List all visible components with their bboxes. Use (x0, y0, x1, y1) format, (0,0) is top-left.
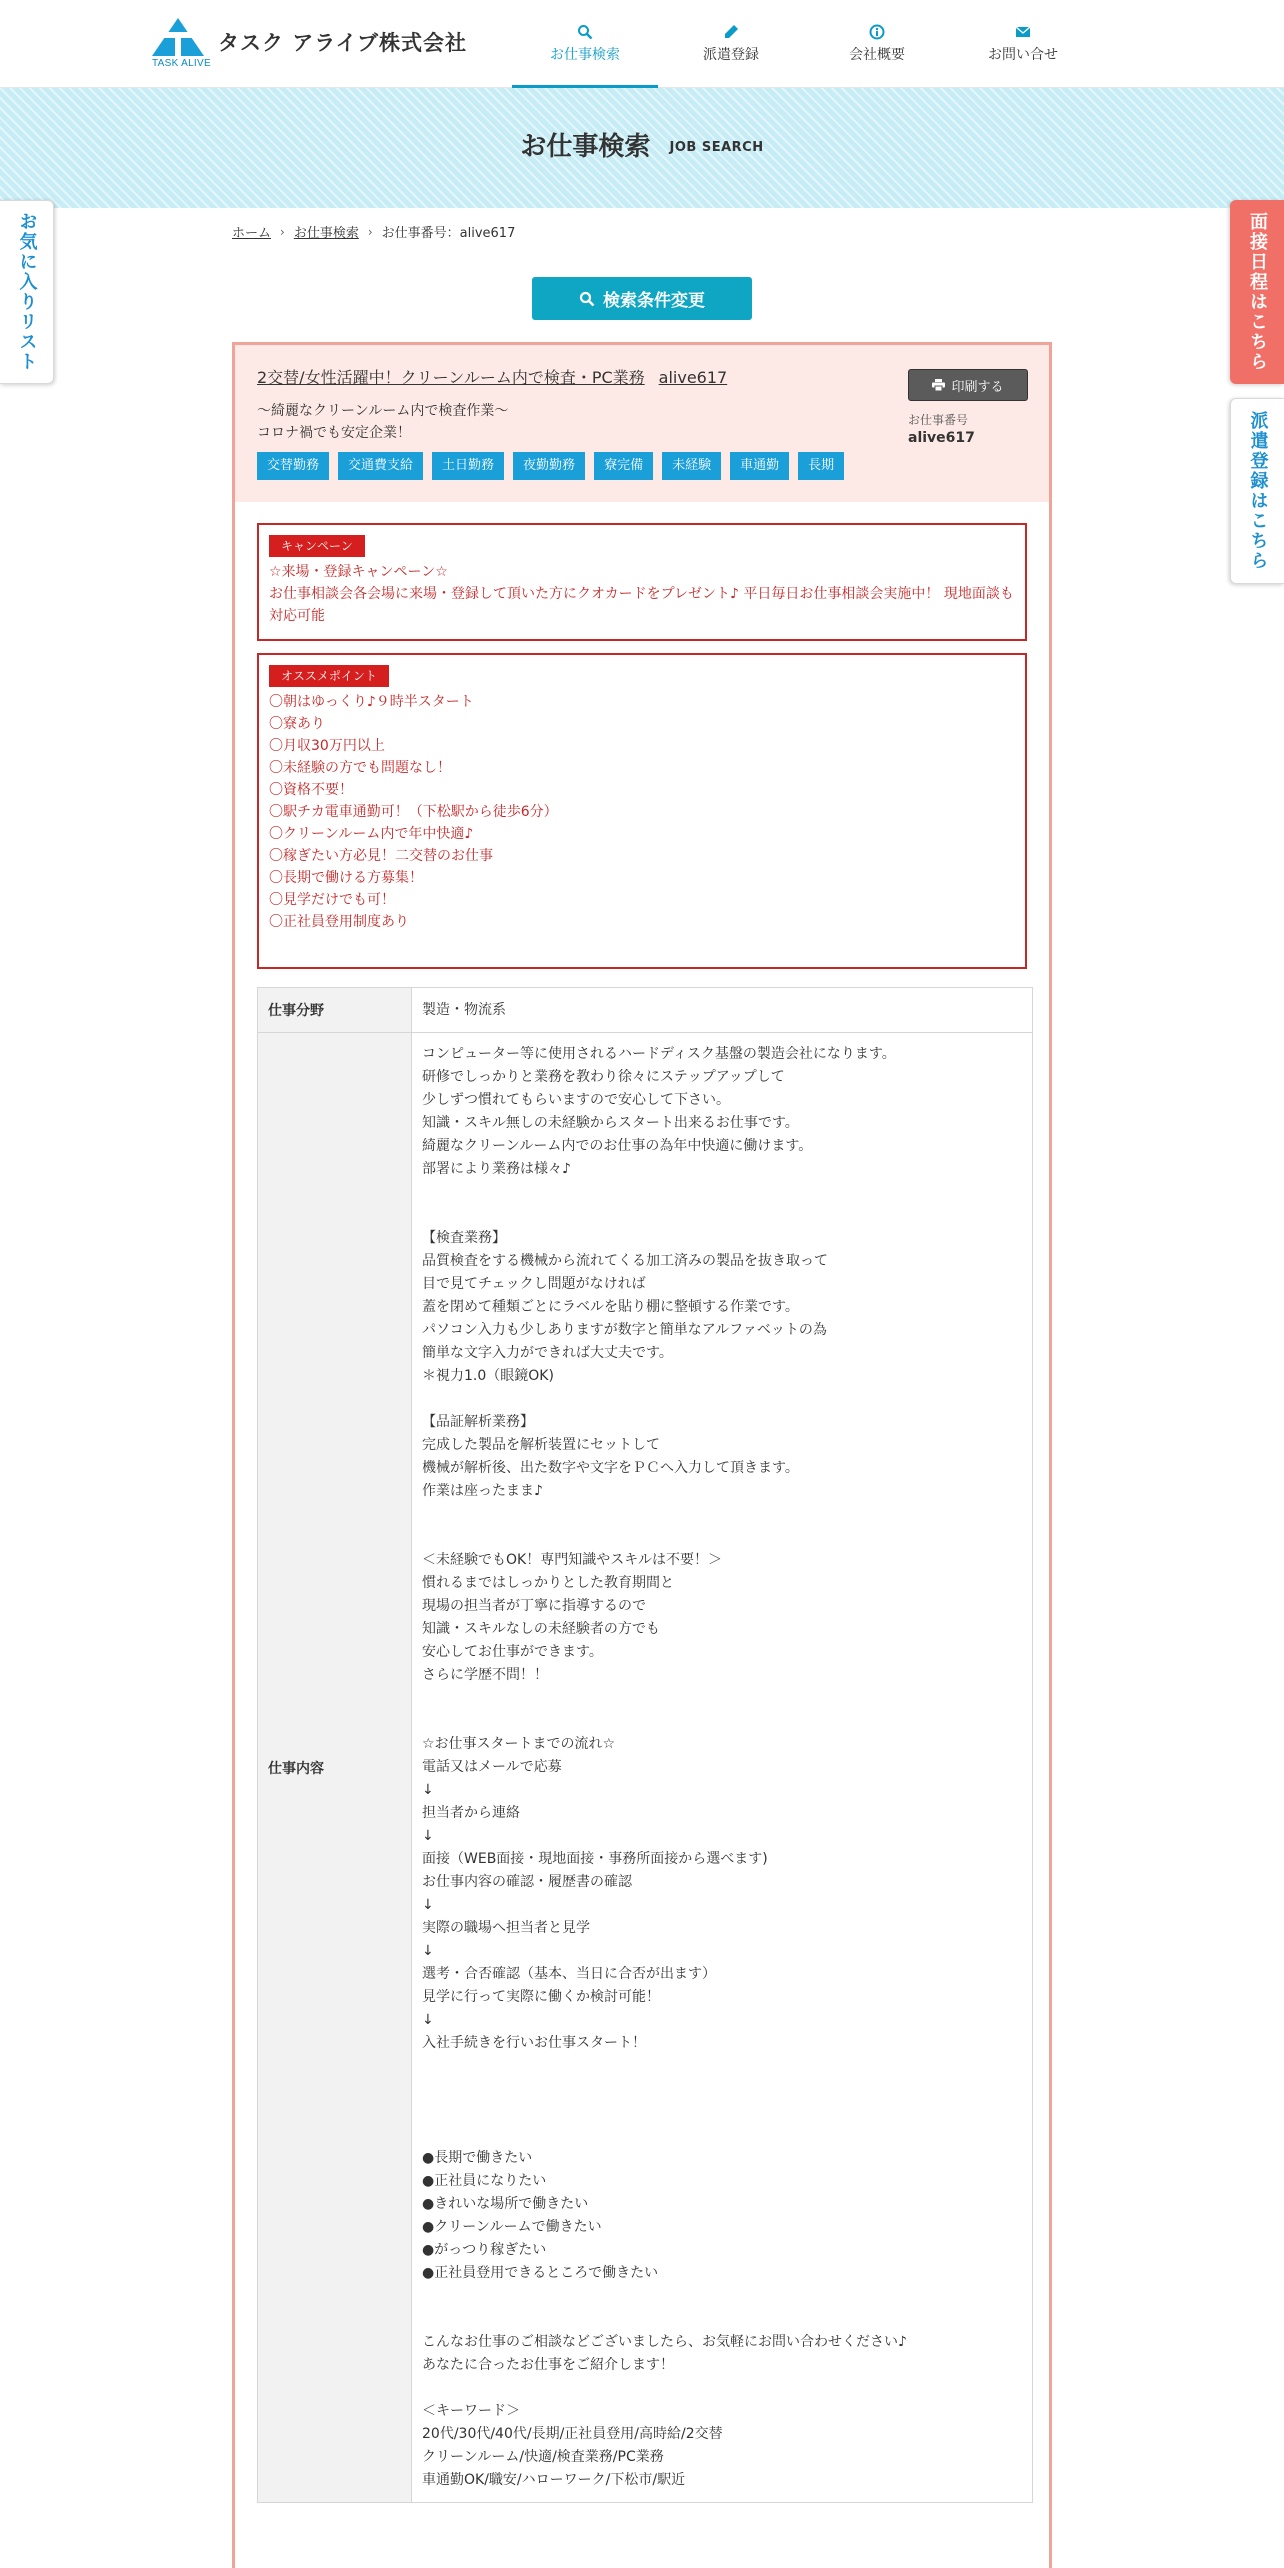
content-line: 研修でしっかりと業務を教わり徐々にステップアップして (422, 1069, 785, 1085)
favorites-tab-label: お気に入りリスト (16, 212, 38, 372)
content-line: 作業は座ったまま♪ (422, 1483, 543, 1499)
nav-contact[interactable] (950, 0, 1096, 88)
logo-subtext: TASK ALIVE (152, 58, 211, 69)
recommend-line: 〇クリーンルーム内で年中快適♪ (269, 826, 474, 842)
content-line: ↓ (422, 1943, 434, 1959)
content-line: さらに学歴不問！！ (422, 1667, 548, 1683)
content-line: あなたに合ったお仕事をご紹介します！ (422, 2357, 674, 2373)
content-line: ↓ (422, 1828, 434, 1844)
content-line: 【検査業務】 (422, 1230, 506, 1246)
content-line: こんなお仕事のご相談などございましたら、お気軽にお問い合わせください♪ (422, 2334, 907, 2350)
content-line: 見学に行って実際に働くか検討可能！ (422, 1989, 660, 2005)
change-search-label: 検索条件変更 (603, 291, 705, 311)
content-line: 慣れるまではしっかりとした教育期間と (422, 1575, 674, 1591)
content-line: 担当者から連絡 (422, 1805, 520, 1821)
content-line: 入社手続きを行いお仕事スタート！ (422, 2035, 646, 2051)
register-tab-label: 派遣登録はこちら (1247, 411, 1269, 571)
table-row (258, 988, 1033, 1033)
content-line (422, 2078, 1022, 2101)
nav-label: 派遣登録 (703, 47, 759, 63)
job-card-header (235, 345, 1049, 502)
content-line (422, 1687, 1022, 1710)
content-line (422, 1526, 1022, 1549)
breadcrumb-search[interactable]: お仕事検索 (293, 226, 359, 241)
campaign-box (257, 523, 1027, 641)
field-label: 仕事分野 (258, 988, 412, 1033)
recommend-line: 〇長期で働ける方募集！ (269, 870, 423, 886)
content-line: 機械が解析後、出た数字や文字をＰＣへ入力して頂きます。 (422, 1460, 799, 1476)
content-line: ＜未経験でもOK！専門知識やスキルは不要！＞ (422, 1552, 723, 1568)
nav-label: お問い合せ (988, 47, 1058, 63)
recommend-line: 〇月収30万円以上 (269, 738, 385, 754)
nav-company[interactable] (804, 0, 950, 88)
job-title-id: alive617 (658, 368, 728, 387)
mail-icon (1015, 24, 1031, 40)
content-line: ●がっつり稼ぎたい (422, 2242, 547, 2258)
content-line: 20代/30代/40代/長期/正社員登用/高時給/2交替 (422, 2426, 723, 2442)
recommend-line: 〇稼ぎたい方必見！二交替のお仕事 (269, 848, 493, 864)
content-line: ●正社員登用できるところで働きたい (422, 2265, 659, 2281)
recommend-line: 〇駅チカ電車通勤可！（下松駅から徒歩6分） (269, 804, 558, 820)
job-tag: 土日勤務 (432, 452, 504, 480)
content-line: 目で見てチェックし問題がなければ (422, 1276, 646, 1292)
company-logo[interactable] (152, 18, 467, 70)
content-line: 簡単な文字入力ができれば大丈夫です。 (422, 1345, 673, 1361)
content-line: 知識・スキルなしの未経験者の方でも (422, 1621, 660, 1637)
content-line: ☆お仕事スタートまでの流れ☆ (422, 1736, 616, 1752)
change-search-button[interactable] (532, 277, 752, 320)
recommend-line: 〇未経験の方でも問題なし！ (269, 760, 451, 776)
search-icon (577, 24, 593, 40)
job-tags (257, 452, 1027, 480)
job-tag: 交通費支給 (338, 452, 423, 480)
content-line: コンピューター等に使用されるハードディスク基盤の製造会社になります。 (422, 1046, 896, 1062)
favorites-tab[interactable] (0, 200, 54, 384)
content-line: ↓ (422, 1897, 434, 1913)
content-line: ＊視力1.0（眼鏡OK) (422, 1368, 554, 1384)
content-line (422, 2308, 1022, 2331)
campaign-label: キャンペーン (269, 535, 365, 557)
job-tag: 寮完備 (594, 452, 653, 480)
recommend-line: 〇資格不要！ (269, 782, 353, 798)
campaign-line: お仕事相談会各会場に来場・登録して頂いた方にクオカードをプレゼント♪ 平日毎日お仕事相談会実施中！ 現地面談も (269, 586, 1014, 602)
job-tag: 未経験 (662, 452, 721, 480)
recommend-line: 〇見学だけでも可！ (269, 892, 395, 908)
content-line (422, 2377, 1022, 2400)
job-tag: 車通勤 (730, 452, 789, 480)
site-header (0, 0, 1284, 88)
job-tag: 夜勤勤務 (513, 452, 585, 480)
info-icon (869, 24, 885, 40)
content-line: 車通勤OK/職安/ハローワーク/下松市/駅近 (422, 2472, 686, 2488)
main-nav (512, 0, 1096, 88)
content-line (422, 1181, 1022, 1204)
content-line (422, 2285, 1022, 2308)
breadcrumb (232, 222, 515, 241)
recommend-label: オススメポイント (269, 665, 389, 687)
content-line (422, 2055, 1022, 2078)
recommend-line: 〇正社員登用制度あり (269, 914, 409, 930)
table-row (258, 1033, 1033, 2503)
content-line: 安心してお仕事ができます。 (422, 1644, 603, 1660)
content-line: 部署により業務は様々♪ (422, 1161, 571, 1177)
campaign-line: ☆来場・登録キャンペーン☆ (269, 564, 448, 580)
content-line: 面接（WEB面接・現地面接・事務所面接から選べます) (422, 1851, 768, 1867)
campaign-line: 対応可能 (269, 608, 325, 624)
chevron-right-icon: › (280, 224, 285, 239)
page-title: お仕事検索 (520, 132, 651, 162)
job-tag: 長期 (798, 452, 844, 480)
job-title: 2交替/女性活躍中！クリーンルーム内で検査・PC業務 (257, 368, 645, 387)
breadcrumb-current: お仕事番号：alive617 (381, 226, 516, 241)
content-line: ●長期で働きたい (422, 2150, 533, 2166)
job-subtitle-line: コロナ禍でも安定企業！ (257, 425, 411, 441)
interview-tab-label: 面接日程はこちら (1247, 212, 1268, 372)
chevron-right-icon: › (367, 224, 373, 239)
content-line: パソコン入力も少しありますが数字と簡単なアルファベットの為 (422, 1322, 827, 1338)
content-value (412, 1033, 1033, 2503)
recommend-line: 〇寮あり (269, 716, 325, 732)
page-title-band (0, 88, 1284, 208)
content-line: お仕事内容の確認・履歴書の確認 (422, 1874, 632, 1890)
nav-label: お仕事検索 (550, 47, 620, 63)
content-line: 選考・合否確認（基本、当日に合否が出ます） (422, 1966, 716, 1982)
print-label: 印刷する (951, 379, 1004, 395)
content-line: 完成した製品を解析装置にセットして (422, 1437, 660, 1453)
logo-triangle-icon (152, 18, 204, 56)
content-line (422, 1503, 1022, 1526)
logo-mark (152, 18, 210, 70)
content-line: ＜キーワード＞ (422, 2403, 520, 2419)
search-icon (579, 291, 595, 307)
content-line: 綺麗なクリーンルーム内でのお仕事の為年中快適に働けます。 (422, 1138, 813, 1154)
job-card-body (235, 502, 1049, 2503)
job-number-label: お仕事番号 (908, 413, 969, 427)
content-label: 仕事内容 (258, 1033, 412, 2503)
content-line (422, 1388, 1022, 1411)
content-line: 電話又はメールで応募 (422, 1759, 562, 1775)
page-title-en: JOB SEARCH (669, 140, 764, 155)
content-line: ↓ (422, 2012, 434, 2028)
print-button[interactable] (908, 369, 1028, 401)
job-tag: 交替勤務 (257, 452, 329, 480)
content-line: 【品証解析業務】 (422, 1414, 534, 1430)
content-line: 知識・スキル無しの未経験からスタート出来るお仕事です。 (422, 1115, 799, 1131)
content-line: ●クリーンルームで働きたい (422, 2219, 602, 2235)
content-line (422, 1204, 1022, 1227)
job-card (232, 342, 1052, 2568)
content-line: 品質検査をする機械から流れてくる加工済みの製品を抜き取って (422, 1253, 828, 1269)
content-line: 少しずつ慣れてもらいますので安心して下さい。 (422, 1092, 730, 1108)
job-detail-table (257, 987, 1033, 2503)
interview-schedule-tab[interactable] (1230, 200, 1284, 384)
pencil-icon (723, 24, 739, 40)
content-line: ●正社員になりたい (422, 2173, 547, 2189)
content-line: ●きれいな場所で働きたい (422, 2196, 589, 2212)
content-line (422, 2101, 1022, 2124)
nav-register[interactable] (658, 0, 804, 88)
job-subtitle-line: ～綺麗なクリーンルーム内で検査作業～ (257, 403, 509, 419)
content-line: クリーンルーム/快適/検査業務/PC業務 (422, 2449, 664, 2465)
field-value: 製造・物流系 (412, 988, 1033, 1033)
content-line: 蓋を閉めて種類ごとにラベルを貼り棚に整頓する作業です。 (422, 1299, 799, 1315)
content-line: ↓ (422, 1782, 434, 1798)
breadcrumb-home[interactable]: ホーム (232, 226, 272, 241)
nav-job-search[interactable] (512, 0, 658, 88)
content-line (422, 2124, 1022, 2147)
content-line: 現場の担当者が丁寧に指導するので (422, 1598, 646, 1614)
print-icon (932, 379, 945, 391)
recommend-line: 〇朝はゆっくり♪９時半スタート (269, 694, 474, 710)
recommend-box (257, 653, 1027, 969)
content-line: 実際の職場へ担当者と見学 (422, 1920, 590, 1936)
job-number: alive617 (908, 430, 975, 446)
register-tab[interactable] (1230, 398, 1284, 584)
recommend-lines (269, 691, 1015, 933)
nav-label: 会社概要 (849, 47, 905, 63)
company-name: タスク アライブ株式会社 (218, 31, 468, 55)
content-line (422, 1710, 1022, 1733)
